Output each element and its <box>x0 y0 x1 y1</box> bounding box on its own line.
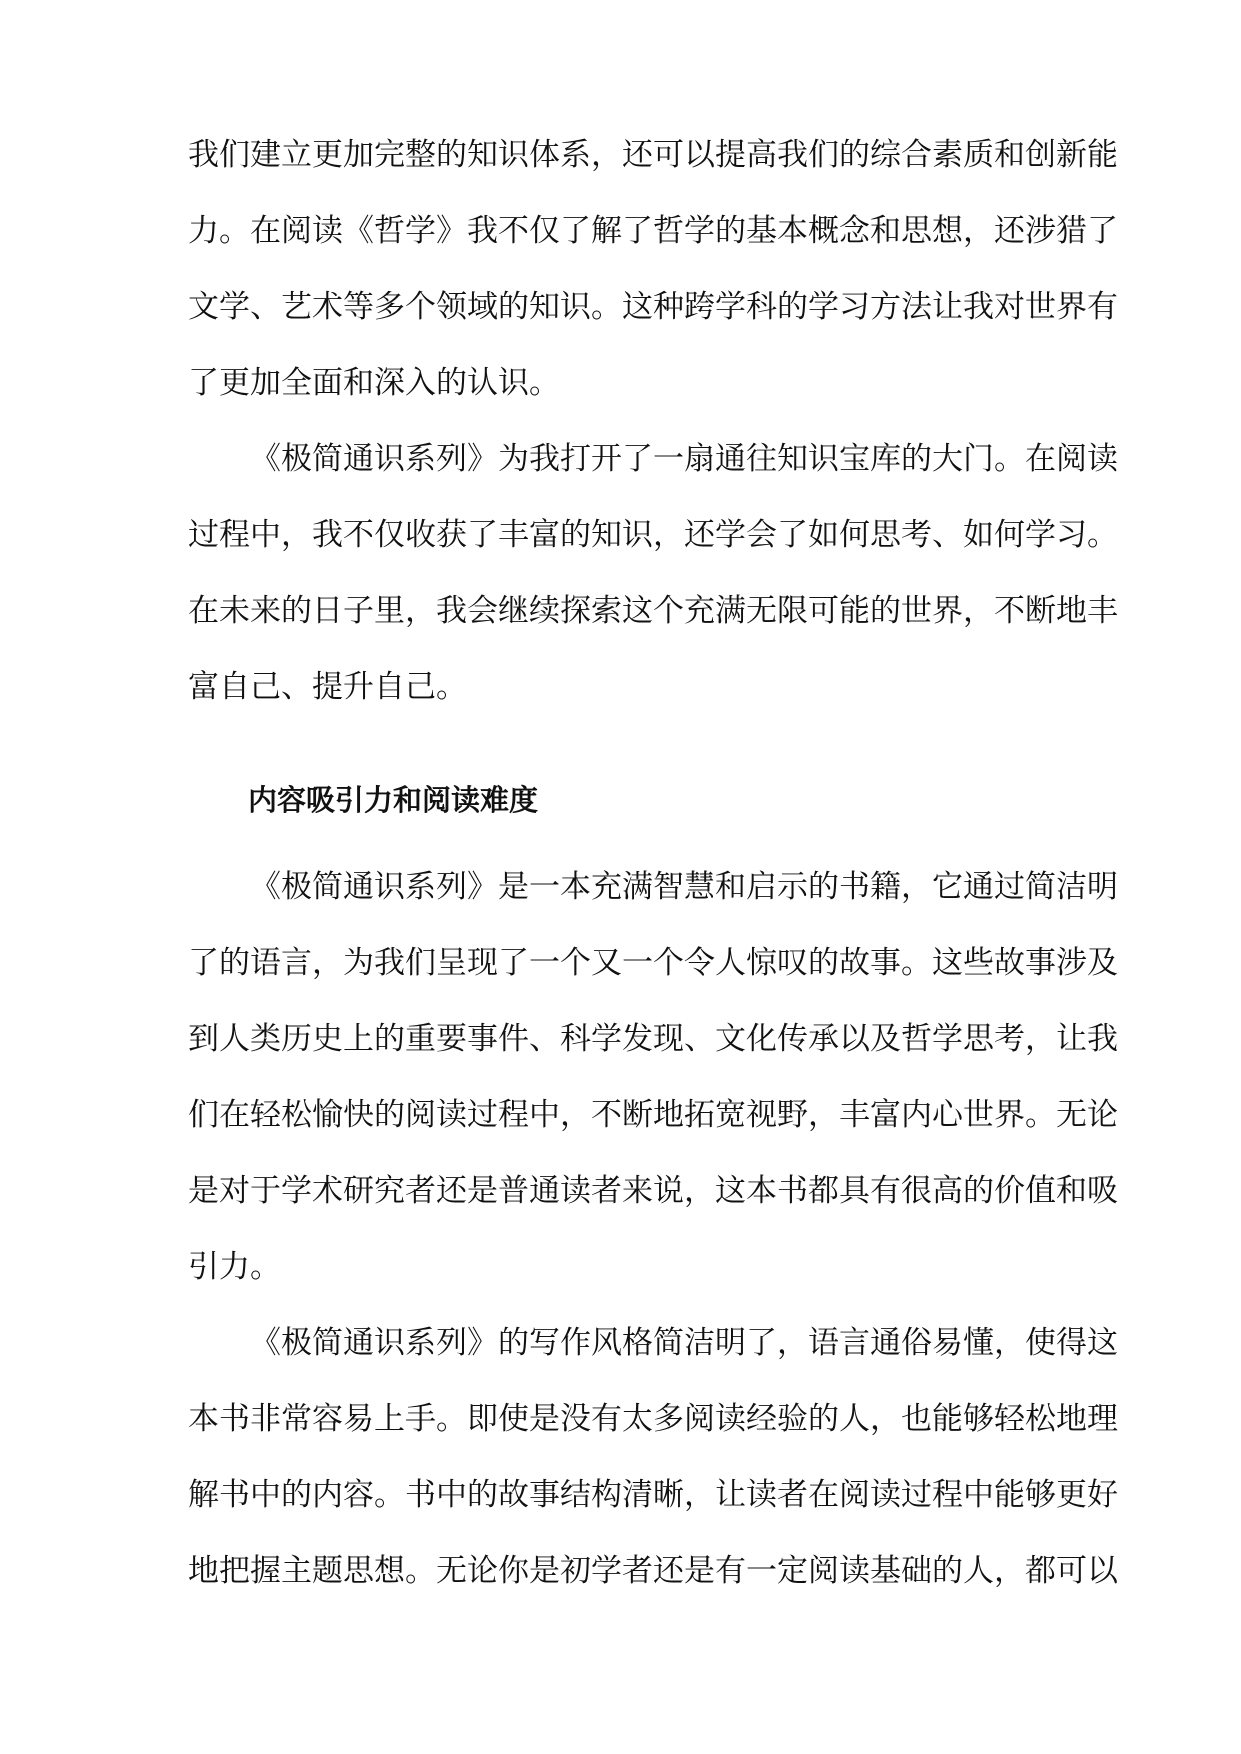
paragraph-3-line-2: 了的语言，为我们呈现了一个又一个令人惊叹的故事。这些故事涉及 <box>188 945 1118 981</box>
paragraph-3-line-3: 到人类历史上的重要事件、科学发现、文化传承以及哲学思考，让我 <box>188 1021 1118 1057</box>
paragraph-4-line-4: 地把握主题思想。无论你是初学者还是有一定阅读基础的人，都可以 <box>188 1553 1118 1589</box>
paragraph-3-line-5: 是对于学术研究者还是普通读者来说，这本书都具有很高的价值和吸 <box>188 1173 1118 1209</box>
paragraph-3-line-4: 们在轻松愉快的阅读过程中，不断地拓宽视野，丰富内心世界。无论 <box>188 1097 1118 1133</box>
paragraph-2-line-3: 在未来的日子里，我会继续探索这个充满无限可能的世界，不断地丰 <box>188 593 1118 629</box>
paragraph-3-line-1: 《极简通识系列》是一本充满智慧和启示的书籍，它通过简洁明 <box>250 869 1118 905</box>
section-heading: 内容吸引力和阅读难度 <box>248 783 539 817</box>
paragraph-2-line-2: 过程中，我不仅收获了丰富的知识，还学会了如何思考、如何学习。 <box>188 517 1118 553</box>
paragraph-1-line-4: 了更加全面和深入的认识。 <box>188 365 560 401</box>
paragraph-2-line-1: 《极简通识系列》为我打开了一扇通往知识宝库的大门。在阅读 <box>250 441 1118 477</box>
paragraph-1-line-3: 文学、艺术等多个领域的知识。这种跨学科的学习方法让我对世界有 <box>188 289 1118 325</box>
paragraph-1-line-2: 力。在阅读《哲学》我不仅了解了哲学的基本概念和思想，还涉猎了 <box>188 213 1118 249</box>
paragraph-4-line-2: 本书非常容易上手。即使是没有太多阅读经验的人，也能够轻松地理 <box>188 1401 1118 1437</box>
paragraph-1-line-1: 我们建立更加完整的知识体系，还可以提高我们的综合素质和创新能 <box>188 137 1118 173</box>
paragraph-4-line-3: 解书中的内容。书中的故事结构清晰，让读者在阅读过程中能够更好 <box>188 1477 1118 1513</box>
paragraph-2-line-4: 富自己、提升自己。 <box>188 669 467 705</box>
paragraph-4-line-1: 《极简通识系列》的写作风格简洁明了，语言通俗易懂，使得这 <box>250 1325 1118 1361</box>
paragraph-3-line-6: 引力。 <box>188 1249 281 1285</box>
